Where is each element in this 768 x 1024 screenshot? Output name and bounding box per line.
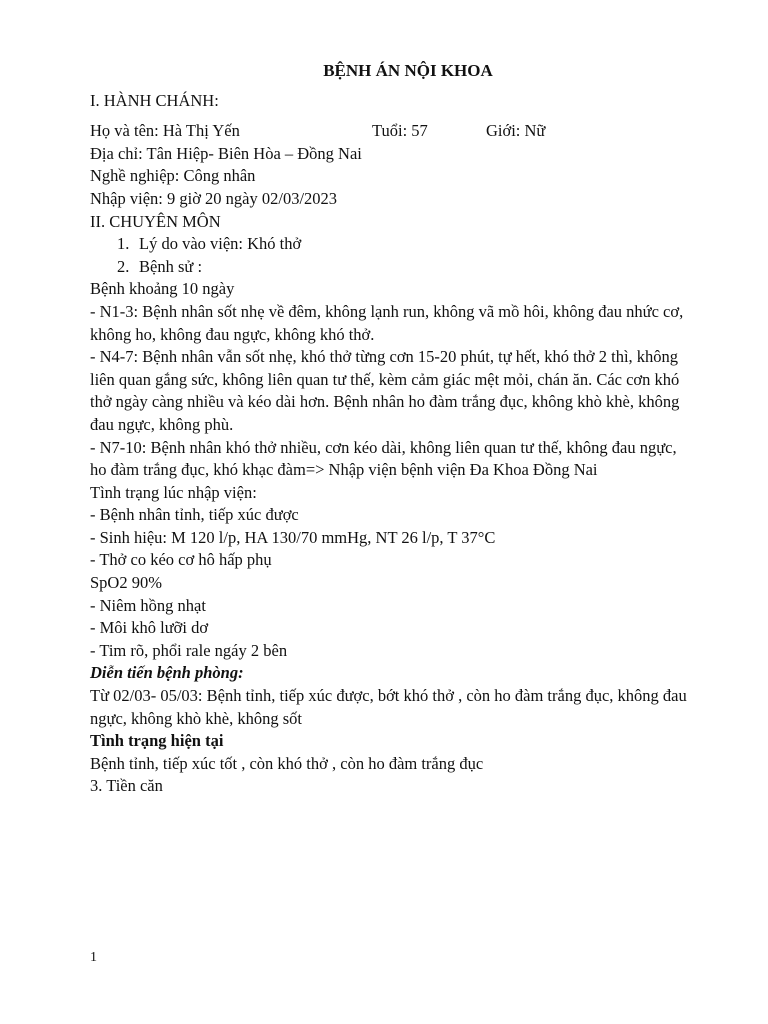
history-paragraph: Bệnh khoảng 10 ngày xyxy=(90,279,235,299)
patient-occupation: Nghề nghiệp: Công nhân xyxy=(90,166,256,186)
patient-admission-time: Nhập viện: 9 giờ 20 ngày 02/03/2023 xyxy=(90,188,338,208)
section-history-heading: 3. Tiền căn xyxy=(90,776,163,796)
patient-info-row xyxy=(90,120,690,143)
patient-sex: Giới: Nữ xyxy=(486,121,546,141)
history-paragraph: - N1-3: Bệnh nhân sốt nhẹ về đêm, không lạnh run, không vã mồ hôi, không đau nhức cơ, không ho, không đau ngực, không khó thở. xyxy=(90,301,684,344)
patient-address: Địa chỉ: Tân Hiệp- Biên Hòa – Đồng Nai xyxy=(90,143,362,163)
current-status-text: Bệnh tỉnh, tiếp xúc tốt , còn khó thở , còn ho đàm trắng đục xyxy=(90,753,484,773)
admission-status-item: - Tim rõ, phổi rale ngáy 2 bên xyxy=(90,640,288,660)
page-number: 1 xyxy=(90,950,97,965)
progress-text: Từ 02/03- 05/03: Bệnh tỉnh, tiếp xúc được, bớt khó thở , còn ho đàm trắng đục, không đau ngực, không khò khè, không sốt xyxy=(90,686,687,728)
list-item xyxy=(90,233,690,256)
list-item-number: 2. xyxy=(117,256,130,276)
document-title: BỆNH ÁN NỘI KHOA xyxy=(323,61,493,80)
admission-status-item: - Môi khô lưỡi dơ xyxy=(90,618,209,638)
list-item-number: 1. xyxy=(117,234,130,254)
history-paragraph: - N4-7: Bệnh nhân vẫn sốt nhẹ, khó thở từng cơn 15-20 phút, tự hết, khó thở 2 thì, không liên quan gắng sức, không liên quan tư thế, kèm cảm giác mệt mỏi, chán ăn. Các cơn khó thở ngày càng nhiều và kéo dài hơn. Bệnh nhân ho đàm trắng đục, không khò khè, không đau ngực, không phù. xyxy=(90,347,680,434)
admission-status-item: SpO2 90% xyxy=(90,573,162,593)
admission-status-heading: Tình trạng lúc nhập viện: xyxy=(90,482,257,502)
list-item xyxy=(90,256,690,279)
admission-status-item: - Bệnh nhân tỉnh, tiếp xúc được xyxy=(90,505,299,525)
current-status-heading: Tình trạng hiện tại xyxy=(90,731,224,751)
admission-status-item: - Thở co kéo cơ hô hấp phụ xyxy=(90,550,272,570)
patient-name: Họ và tên: Hà Thị Yến xyxy=(90,121,240,141)
progress-heading: Diễn tiến bệnh phòng: xyxy=(90,663,244,683)
medical-history-label: Bệnh sử : xyxy=(139,256,203,276)
admission-status-item: - Niêm hồng nhạt xyxy=(90,595,206,615)
history-paragraph: - N7-10: Bệnh nhân khó thở nhiều, cơn kéo dài, không liên quan tư thế, không đau ngực, ho đàm trắng đục, khó khạc đàm=> Nhập viện bệnh viện Đa Khoa Đồng Nai xyxy=(90,437,677,480)
patient-age: Tuổi: 57 xyxy=(372,121,428,141)
section-professional-heading: II. CHUYÊN MÔN xyxy=(90,211,221,231)
reason-for-admission: Lý do vào viện: Khó thở xyxy=(139,234,302,254)
admission-status-item: - Sinh hiệu: M 120 l/p, HA 130/70 mmHg, NT 26 l/p, T 37°C xyxy=(90,527,496,547)
document-body xyxy=(90,60,690,798)
section-admin-heading: I. HÀNH CHÁNH: xyxy=(90,90,219,110)
